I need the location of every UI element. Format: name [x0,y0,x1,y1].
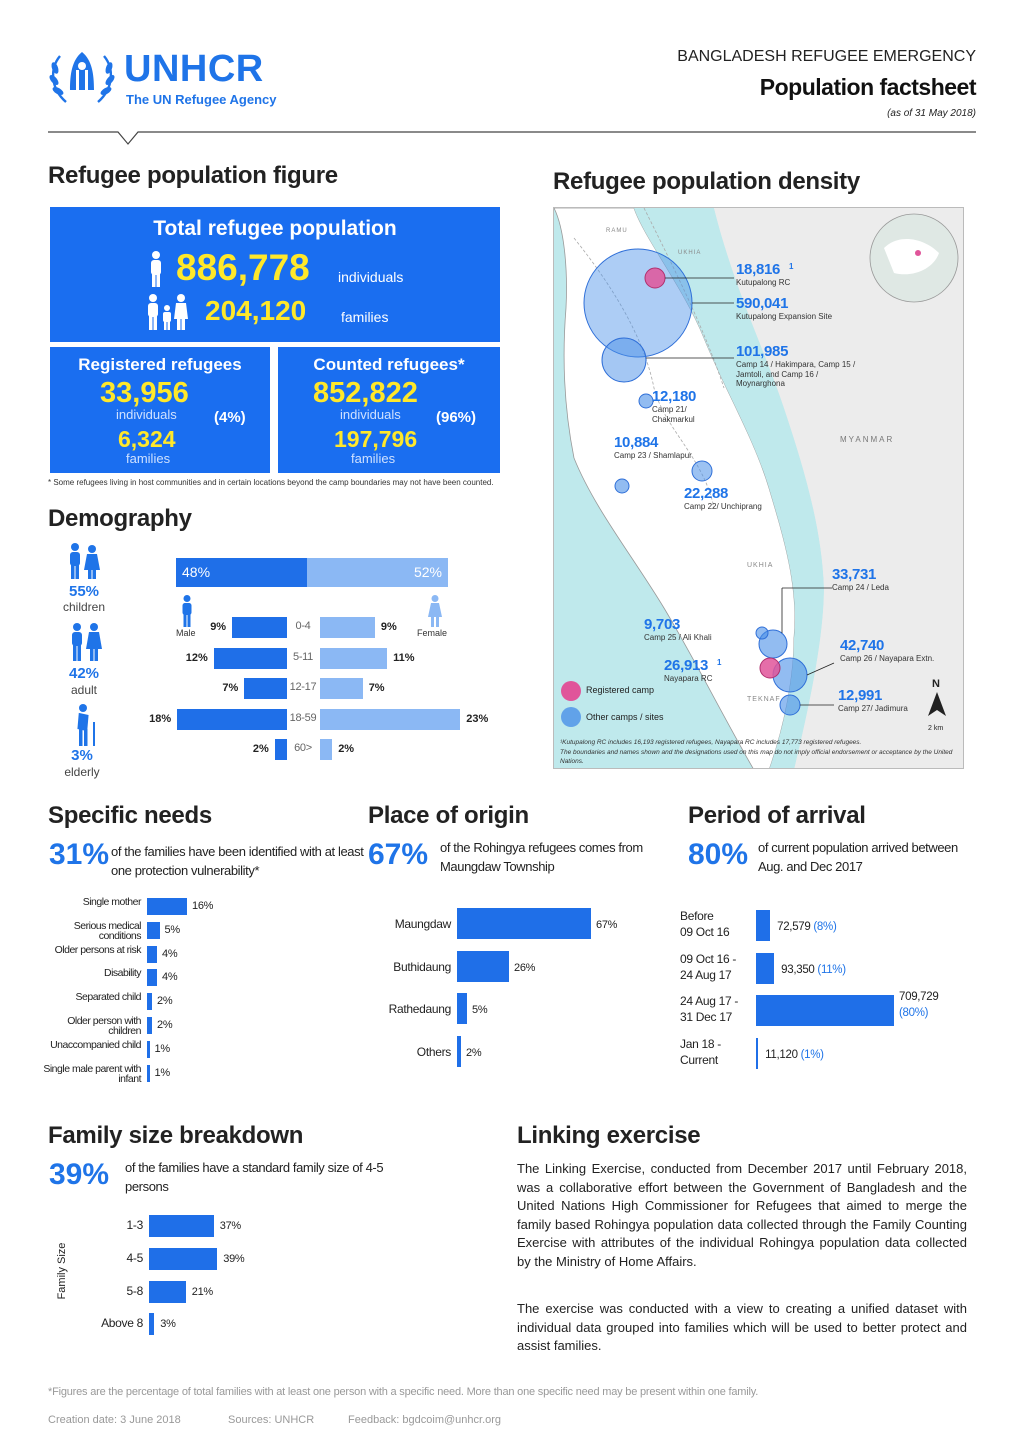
specific-needs-heading: Specific needs [48,802,212,829]
map-site-value: 9,703 [644,616,681,633]
children-icon [67,543,101,579]
counted-box [278,347,500,473]
total-population-box [50,207,500,342]
needs-value: 16% [192,900,214,912]
origin-heading: Place of origin [368,802,529,829]
arrival-period-start: 09 Oct 16 - [680,951,737,966]
arrival-share: (80%) [899,1007,929,1019]
origin-bar [457,951,509,982]
needs-label: Older person with children [67,1015,141,1037]
arrival-period-end: 24 Aug 17 [680,967,732,982]
family-label: 1-3 [126,1218,143,1232]
arrival-count: 72,579 [777,921,811,933]
family-bar [149,1248,217,1270]
male-age-bar [232,617,287,638]
female-age-value: 9% [380,621,397,633]
arrival-count: 93,350 [781,963,815,976]
map-site-name: Camp 14 / Hakimpara, Camp 15 / Jamtoli, and Camp 16 / Moynarghona [736,360,856,388]
map-site-value: 10,884 [614,434,659,451]
page-title: Population factsheet [759,74,976,100]
family-value: 3% [160,1318,176,1331]
map-site-superscript: 1 [717,658,722,667]
arrival-period [680,908,756,940]
legend-registered-icon [560,680,582,702]
needs-bar [147,1041,150,1058]
legend-other: Other camps / sites [586,712,664,722]
female-age-bar [320,617,375,638]
map-site-value: 101,985 [736,343,789,360]
unhcr-logo [46,46,306,112]
linking-paragraph-2: The exercise was conducted with a view to creating a unified dataset with individual data grouped into families which will be used to better protect and assist families. [517,1301,967,1354]
male-age-value: 12% [185,651,208,664]
male-age-bar [177,709,287,730]
registered-fam-label: families [126,451,171,466]
specific-needs-pct: 31% [49,838,110,871]
total-individuals: 886,778 [176,247,310,288]
registered-ind-label: individuals [116,407,177,422]
person-icon [149,251,163,287]
male-age-bar [214,648,287,669]
origin-value: 5% [472,1004,488,1016]
origin-value: 67% [596,919,618,931]
female-total: 52% [413,564,442,580]
as-of-date: (as of 31 May 2018) [887,108,976,119]
arrival-value [899,989,938,1021]
family-label: Above 8 [101,1316,143,1331]
female-icon [428,595,442,627]
origin-label: Buthidaung [393,959,451,974]
family-text: of the families have a standard family size of 4-5 persons [125,1160,384,1194]
map-site-label [684,486,774,512]
family-label: 5-8 [126,1283,143,1298]
needs-label: Separated child [75,991,141,1004]
arrival-count: 11,120 [765,1048,798,1061]
arrival-share: (11%) [817,963,846,976]
map-site-value: 33,731 [832,566,877,583]
header-divider [48,128,978,148]
needs-label: Single male parent with infant [43,1062,141,1085]
map-site-label [838,688,928,714]
sources: Sources: UNHCR [228,1414,315,1426]
arrival-heading: Period of arrival [688,802,866,829]
arrival-pct: 80% [688,838,749,871]
specific-needs-text: of the families have been identified with at least one protection vulnerability* [111,844,364,878]
counted-individuals: 852,822 [313,377,418,409]
map-site-label [832,567,932,593]
origin-pct: 67% [368,838,429,871]
arrival-period [680,1036,756,1068]
counted-pct: (96%) [436,409,477,426]
family-value: 39% [223,1252,245,1265]
family-icon [146,294,188,330]
female-age-value: 2% [338,743,355,755]
map-label-ramu: RAMU [606,228,628,234]
map-site-name: Camp 23 / Shamlapur [614,451,692,460]
demography-heading: Demography [48,505,192,532]
female-age-value: 7% [368,682,385,694]
arrival-bar [756,995,894,1026]
registered-pct: (4%) [214,409,246,426]
arrival-share: (8%) [813,921,837,933]
map-site-value: 22,288 [684,485,729,502]
arrival-bar [756,1038,758,1069]
map-site-name: Camp 27/ Jadimura [838,704,908,713]
origin-bar [457,908,591,939]
arrival-value [781,962,846,978]
needs-bar [147,993,152,1010]
male-total: 48% [182,564,211,580]
age-group-label: 60> [294,742,312,754]
origin-bar [457,1036,461,1067]
total-title: Total refugee population [153,217,397,240]
family-value: 21% [191,1285,213,1298]
arrival-period [680,951,756,983]
map-site-label [614,435,699,461]
age-group-label: 0-4 [295,620,311,632]
header-kicker: BANGLADESH REFUGEE EMERGENCY [677,48,976,65]
needs-bar [147,1065,150,1082]
population-heading: Refugee population figure [48,162,338,189]
origin-value: 2% [466,1046,482,1059]
map-site-name: Camp 26 / Nayapara Extn. [840,654,935,663]
registered-families: 6,324 [118,426,176,452]
needs-bar [147,898,187,915]
family-pct: 39% [49,1158,110,1191]
map-site-name: Kutupalong Expansion Site [736,312,833,321]
linking-heading: Linking exercise [517,1122,701,1149]
female-age-bar [320,648,387,669]
female-age-value: 23% [466,712,489,725]
needs-value: 2% [157,1019,173,1031]
origin-label: Others [416,1044,451,1059]
adult-label: adult [70,683,98,697]
map-site-label [664,658,754,684]
arrival-share: (1%) [800,1048,824,1061]
map-footnote-1: ¹Kutupalong RC includes 16,193 registered refugees, Nayapara RC includes 17,773 registered refugees. [560,739,862,746]
legend-registered: Registered camp [586,685,655,695]
arrival-period-start: 24 Aug 17 - [680,994,739,1008]
registered-box [50,347,270,473]
needs-value: 1% [154,1042,170,1055]
children-label: children [62,600,106,614]
map-site-label [652,389,722,424]
map-site-label [736,296,856,322]
gender-split-bar [176,558,448,587]
map-label-ukhia-top: UKHIA [678,250,702,256]
male-age-value: 2% [252,743,269,755]
arrival-value [777,919,836,935]
feedback-link[interactable]: Feedback: bgdcoim@unhcr.org [348,1414,502,1426]
map-footnote-2: The boundaries and names shown and the designations used on this map do not imply official endorsement or acceptance by the United Nations. [560,749,953,765]
male-label: Male [176,628,196,638]
male-age-value: 7% [222,682,239,694]
family-bar [149,1215,214,1237]
map-site-value: 18,816 [736,261,781,278]
map-site-name: Kutupalong RC [736,278,791,287]
age-group-label: 18-59 [289,711,317,724]
elderly-icon [71,704,101,746]
age-group-label: 5-11 [293,650,313,663]
counted-title: Counted refugees* [313,355,465,374]
map-site-name: Nayapara RC [664,674,713,683]
needs-bar [147,1017,152,1034]
needs-label: Disability [103,967,141,980]
map-site-name: Camp 22/ Unchiprang [684,502,762,511]
map-site-value: 12,180 [652,388,697,405]
logo-subtitle: The UN Refugee Agency [126,92,277,107]
linking-paragraph-1: The Linking Exercise, conducted from December 2017 until February 2018, was a collaborative effort between the Government of Bangladesh and the United Nations High Commissioner for Refugees that aimed to merge the family based Rohingya population data collected through the Family Counting Exercise with attributes of the individual Rohingya population data collected by the Ministry of Home Affairs. [517,1161,967,1269]
family-value: 37% [219,1220,241,1232]
north-arrow-icon [927,692,947,718]
family-label: 4-5 [126,1250,143,1265]
adult-pct: 42% [68,665,100,682]
female-age-bar [320,678,363,699]
needs-bar [147,922,160,939]
origin-label: Maungdaw [394,917,451,931]
needs-value: 1% [154,1066,170,1079]
arrival-value [765,1047,824,1063]
map-site-value: 26,913 [664,657,709,674]
female-age-bar [320,709,460,730]
arrival-bar [756,910,770,941]
family-bar [149,1281,186,1303]
map-label-myanmar: MYANMAR [840,435,895,444]
footer-note: *Figures are the percentage of total families with at least one person with a specific need. More than one specific need may be present within one family. [48,1386,759,1398]
map-label-ukhia: UKHIA [747,562,774,569]
children-pct: 55% [68,583,100,600]
map-site-label [736,344,866,389]
map-site-name: Camp 25 / Ali Khali [644,633,712,642]
map-heading: Refugee population density [553,168,860,195]
arrival-period-end: 09 Oct 16 [680,925,730,939]
individuals-label: individuals [338,269,404,285]
registered-individuals: 33,956 [100,377,189,409]
registered-title: Registered refugees [78,355,242,374]
map-site-superscript: 1 [789,262,794,271]
needs-value: 4% [162,947,178,960]
arrival-period [680,993,756,1025]
arrival-text: of current population arrived between Aug. and Dec 2017 [758,840,958,874]
family-axis-label: Family Size [56,1242,68,1300]
needs-value: 2% [157,995,173,1008]
arrival-count: 709,729 [899,991,939,1003]
counted-ind-label: individuals [340,407,401,422]
origin-value: 26% [514,961,536,974]
arrival-bar [756,953,774,984]
needs-label: Unaccompanied child [50,1038,141,1051]
family-bar [149,1313,154,1335]
female-age-value: 11% [393,651,415,664]
female-label: Female [417,628,448,638]
needs-bar [147,946,157,963]
counted-families: 197,796 [334,426,418,452]
map-scale: 2 km [928,725,944,732]
map-site-value: 590,041 [736,295,789,312]
age-group-label: 12-17 [289,681,317,693]
density-map [553,207,964,769]
map-site-name: Camp 24 / Leda [832,583,889,592]
creation-date: Creation date: 3 June 2018 [48,1414,181,1426]
map-label-teknaf: TEKNAF [747,696,781,703]
arrival-period-end: 31 Dec 17 [680,1010,733,1024]
elderly-label: elderly [64,765,100,779]
needs-value: 4% [162,971,178,984]
counted-fam-label: families [351,451,396,466]
map-site-label [644,617,739,643]
needs-value: 5% [164,923,180,936]
arrival-period-end: Current [680,1052,718,1067]
north-arrow-label: N [932,678,940,690]
total-families: 204,120 [205,295,307,326]
male-age-value: 18% [149,712,172,725]
needs-label: Serious medical conditions [73,919,141,942]
family-heading: Family size breakdown [48,1122,304,1149]
population-note: * Some refugees living in host communities and in certain locations beyond the camp boundaries may not have been counted. [48,478,494,487]
map-site-value: 42,740 [840,637,885,654]
map-site-label [736,262,856,288]
families-label: families [341,309,389,325]
arrival-period-start: Jan 18 - [680,1036,721,1051]
origin-bar [457,993,467,1024]
map-site-name: Camp 21/ Chakmarkul [652,405,695,424]
elderly-pct: 3% [71,747,93,764]
adult-icon [69,623,103,661]
male-age-value: 9% [210,621,227,633]
needs-bar [147,969,157,986]
map-site-value: 12,991 [838,687,883,704]
logo-wordmark: UNHCR [124,48,264,90]
laurel-icon [46,46,118,108]
arrival-period-start: Before [680,909,714,923]
needs-label: Single mother [82,896,141,908]
legend-other-icon [560,706,582,728]
map-site-label [840,638,940,664]
origin-text: of the Rohingya refugees comes from Maungdaw Township [440,840,643,874]
origin-label: Rathedaung [388,1002,451,1016]
needs-label: Older persons at risk [54,943,141,956]
